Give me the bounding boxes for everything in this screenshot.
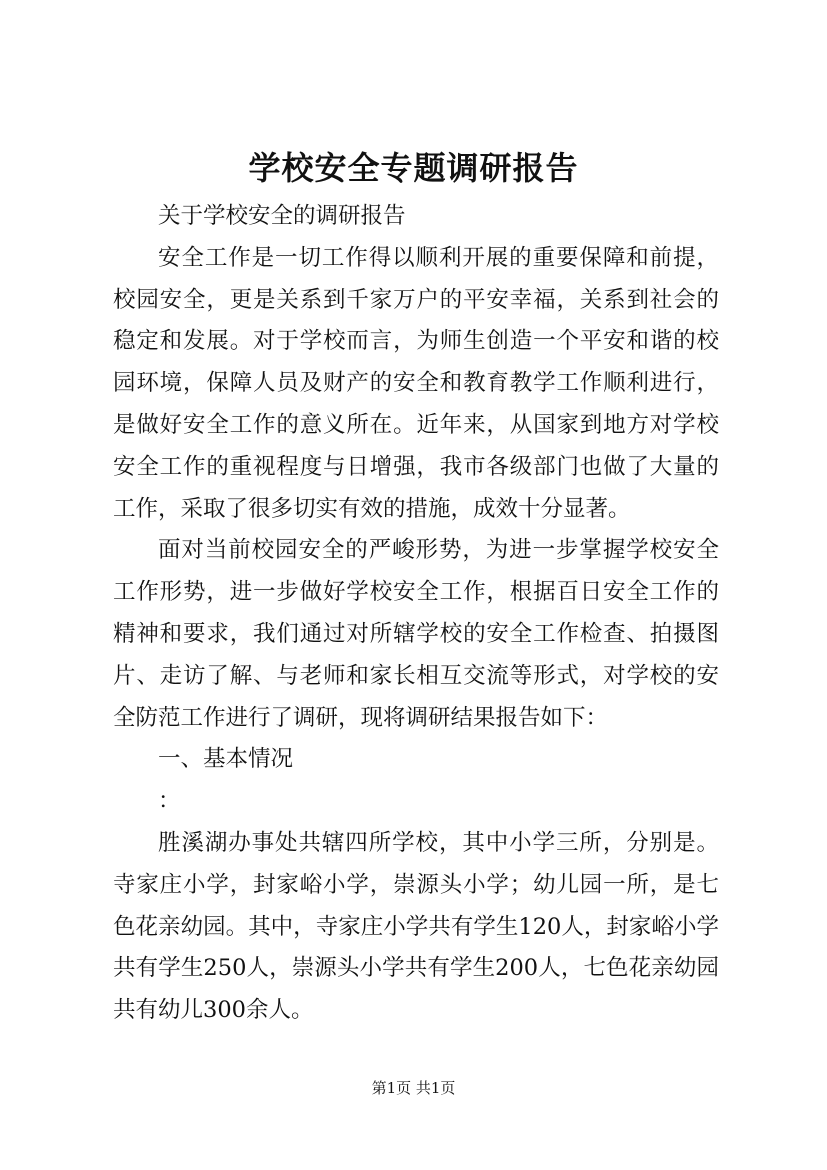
colon-line: ： (158, 788, 181, 815)
schools-paragraph: 胜溪湖办事处共辖四所学校，其中小学三所，分别是。寺家庄小学，封家峪小学，崇源头小学；幼儿园一所，是七色花亲幼园。其中，寺家庄小学共有学生120人，封家峪小学共有学生250人，崇源头小学共有学生200人，七色花亲幼园共有幼儿300余人。 (113, 829, 719, 1024)
purpose-paragraph: 面对当前校园安全的严峻形势，为进一步掌握学校安全工作形势，进一步做好学校安全工作，根据百日安全工作的精神和要求，我们通过对所辖学校的安全工作检查、拍摄图片、走访了解、与老师和家长相互交流等形式，对学校的安全防范工作进行了调研，现将调研结果报告如下： (113, 537, 719, 731)
document-title: 学校安全专题调研报告 (248, 149, 579, 187)
section-heading-basic-situation: 一、基本情况 (158, 746, 294, 773)
intro-paragraph: 安全工作是一切工作得以顺利开展的重要保障和前提，校园安全，更是关系到千家万户的平安幸福，关系到社会的稳定和发展。对于学校而言，为师生创造一个平安和谐的校园环境，保障人员及财产的安全和教育教学工作顺利进行，是做好安全工作的意义所在。近年来，从国家到地方对学校安全工作的重视程度与日增强，我市各级部门也做了大量的工作，采取了很多切实有效的措施，成效十分显著。 (113, 244, 719, 522)
page-footer: 第1页 共1页 (371, 1079, 456, 1097)
subtitle-paragraph: 关于学校安全的调研报告 (158, 203, 406, 229)
document-body (113, 196, 719, 1032)
